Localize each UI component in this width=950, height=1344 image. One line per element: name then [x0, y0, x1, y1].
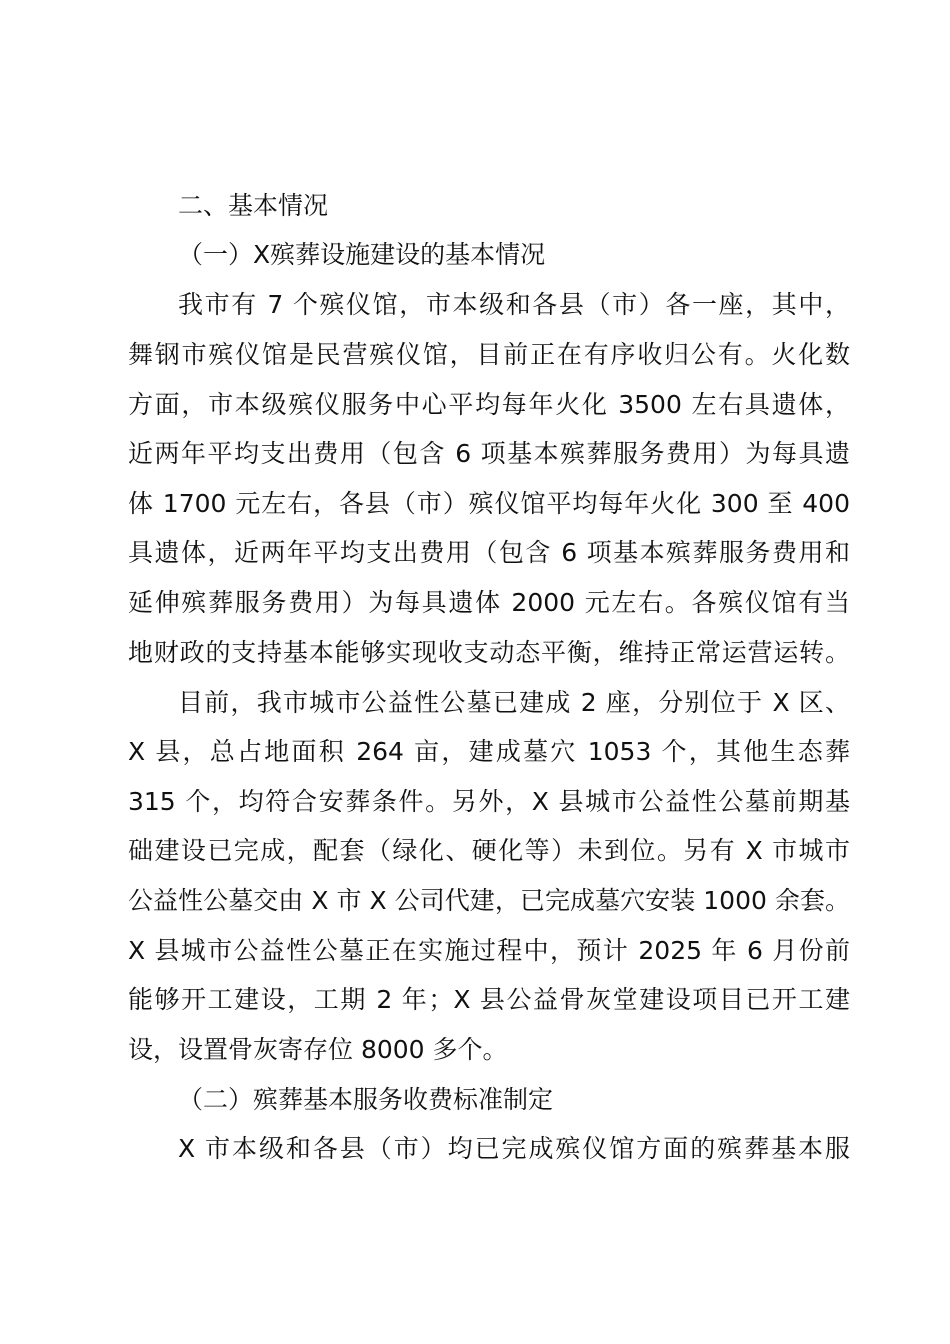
paragraph-line: 315 个，均符合安葬条件。另外，X 县城市公益性公墓前期基 [128, 787, 850, 816]
paragraph-line: 设，设置骨灰寄存位 8000 多个。 [128, 1035, 508, 1064]
paragraph-line: X 县，总占地面积 264 亩，建成墓穴 1053 个，其他生态葬 [128, 737, 850, 766]
paragraph-line: X 市本级和各县（市）均已完成殡仪馆方面的殡葬基本服 [178, 1134, 850, 1163]
paragraph-line: 延伸殡葬服务费用）为每具遗体 2000 元左右。各殡仪馆有当 [128, 588, 850, 617]
section-heading: 二、基本情况 [178, 191, 329, 220]
paragraph-line: 地财政的支持基本能够实现收支动态平衡，维持正常运营运转。 [128, 638, 850, 667]
paragraph-line: 能够开工建设，工期 2 年；X 县公益骨灰堂建设项目已开工建 [128, 985, 850, 1014]
paragraph-line: 方面，市本级殡仪服务中心平均每年火化 3500 左右具遗体， [128, 390, 850, 419]
paragraph-line: 体 1700 元左右，各县（市）殡仪馆平均每年火化 300 至 400 [128, 489, 850, 518]
subsection-heading: （二）殡葬基本服务收费标准制定 [178, 1085, 554, 1114]
paragraph-line: 近两年平均支出费用（包含 6 项基本殡葬服务费用）为每具遗 [128, 439, 850, 468]
paragraph-line: X 县城市公益性公墓正在实施过程中，预计 2025 年 6 月份前 [128, 936, 850, 965]
paragraph-line: 公益性公墓交由 X 市 X 公司代建，已完成墓穴安装 1000 余套。 [128, 886, 850, 915]
subsection-heading: （一）X殡葬设施建设的基本情况 [178, 240, 546, 269]
paragraph-line: 础建设已完成，配套（绿化、硬化等）未到位。另有 X 市城市 [128, 836, 850, 865]
paragraph-line: 我市有 7 个殡仪馆，市本级和各县（市）各一座，其中， [178, 290, 850, 319]
paragraph-line: 具遗体，近两年平均支出费用（包含 6 项基本殡葬服务费用和 [128, 538, 850, 567]
paragraph-line: 目前，我市城市公益性公墓已建成 2 座，分别位于 X 区、 [178, 688, 850, 717]
paragraph-line: 舞钢市殡仪馆是民营殡仪馆，目前正在有序收归公有。火化数 [128, 340, 850, 369]
